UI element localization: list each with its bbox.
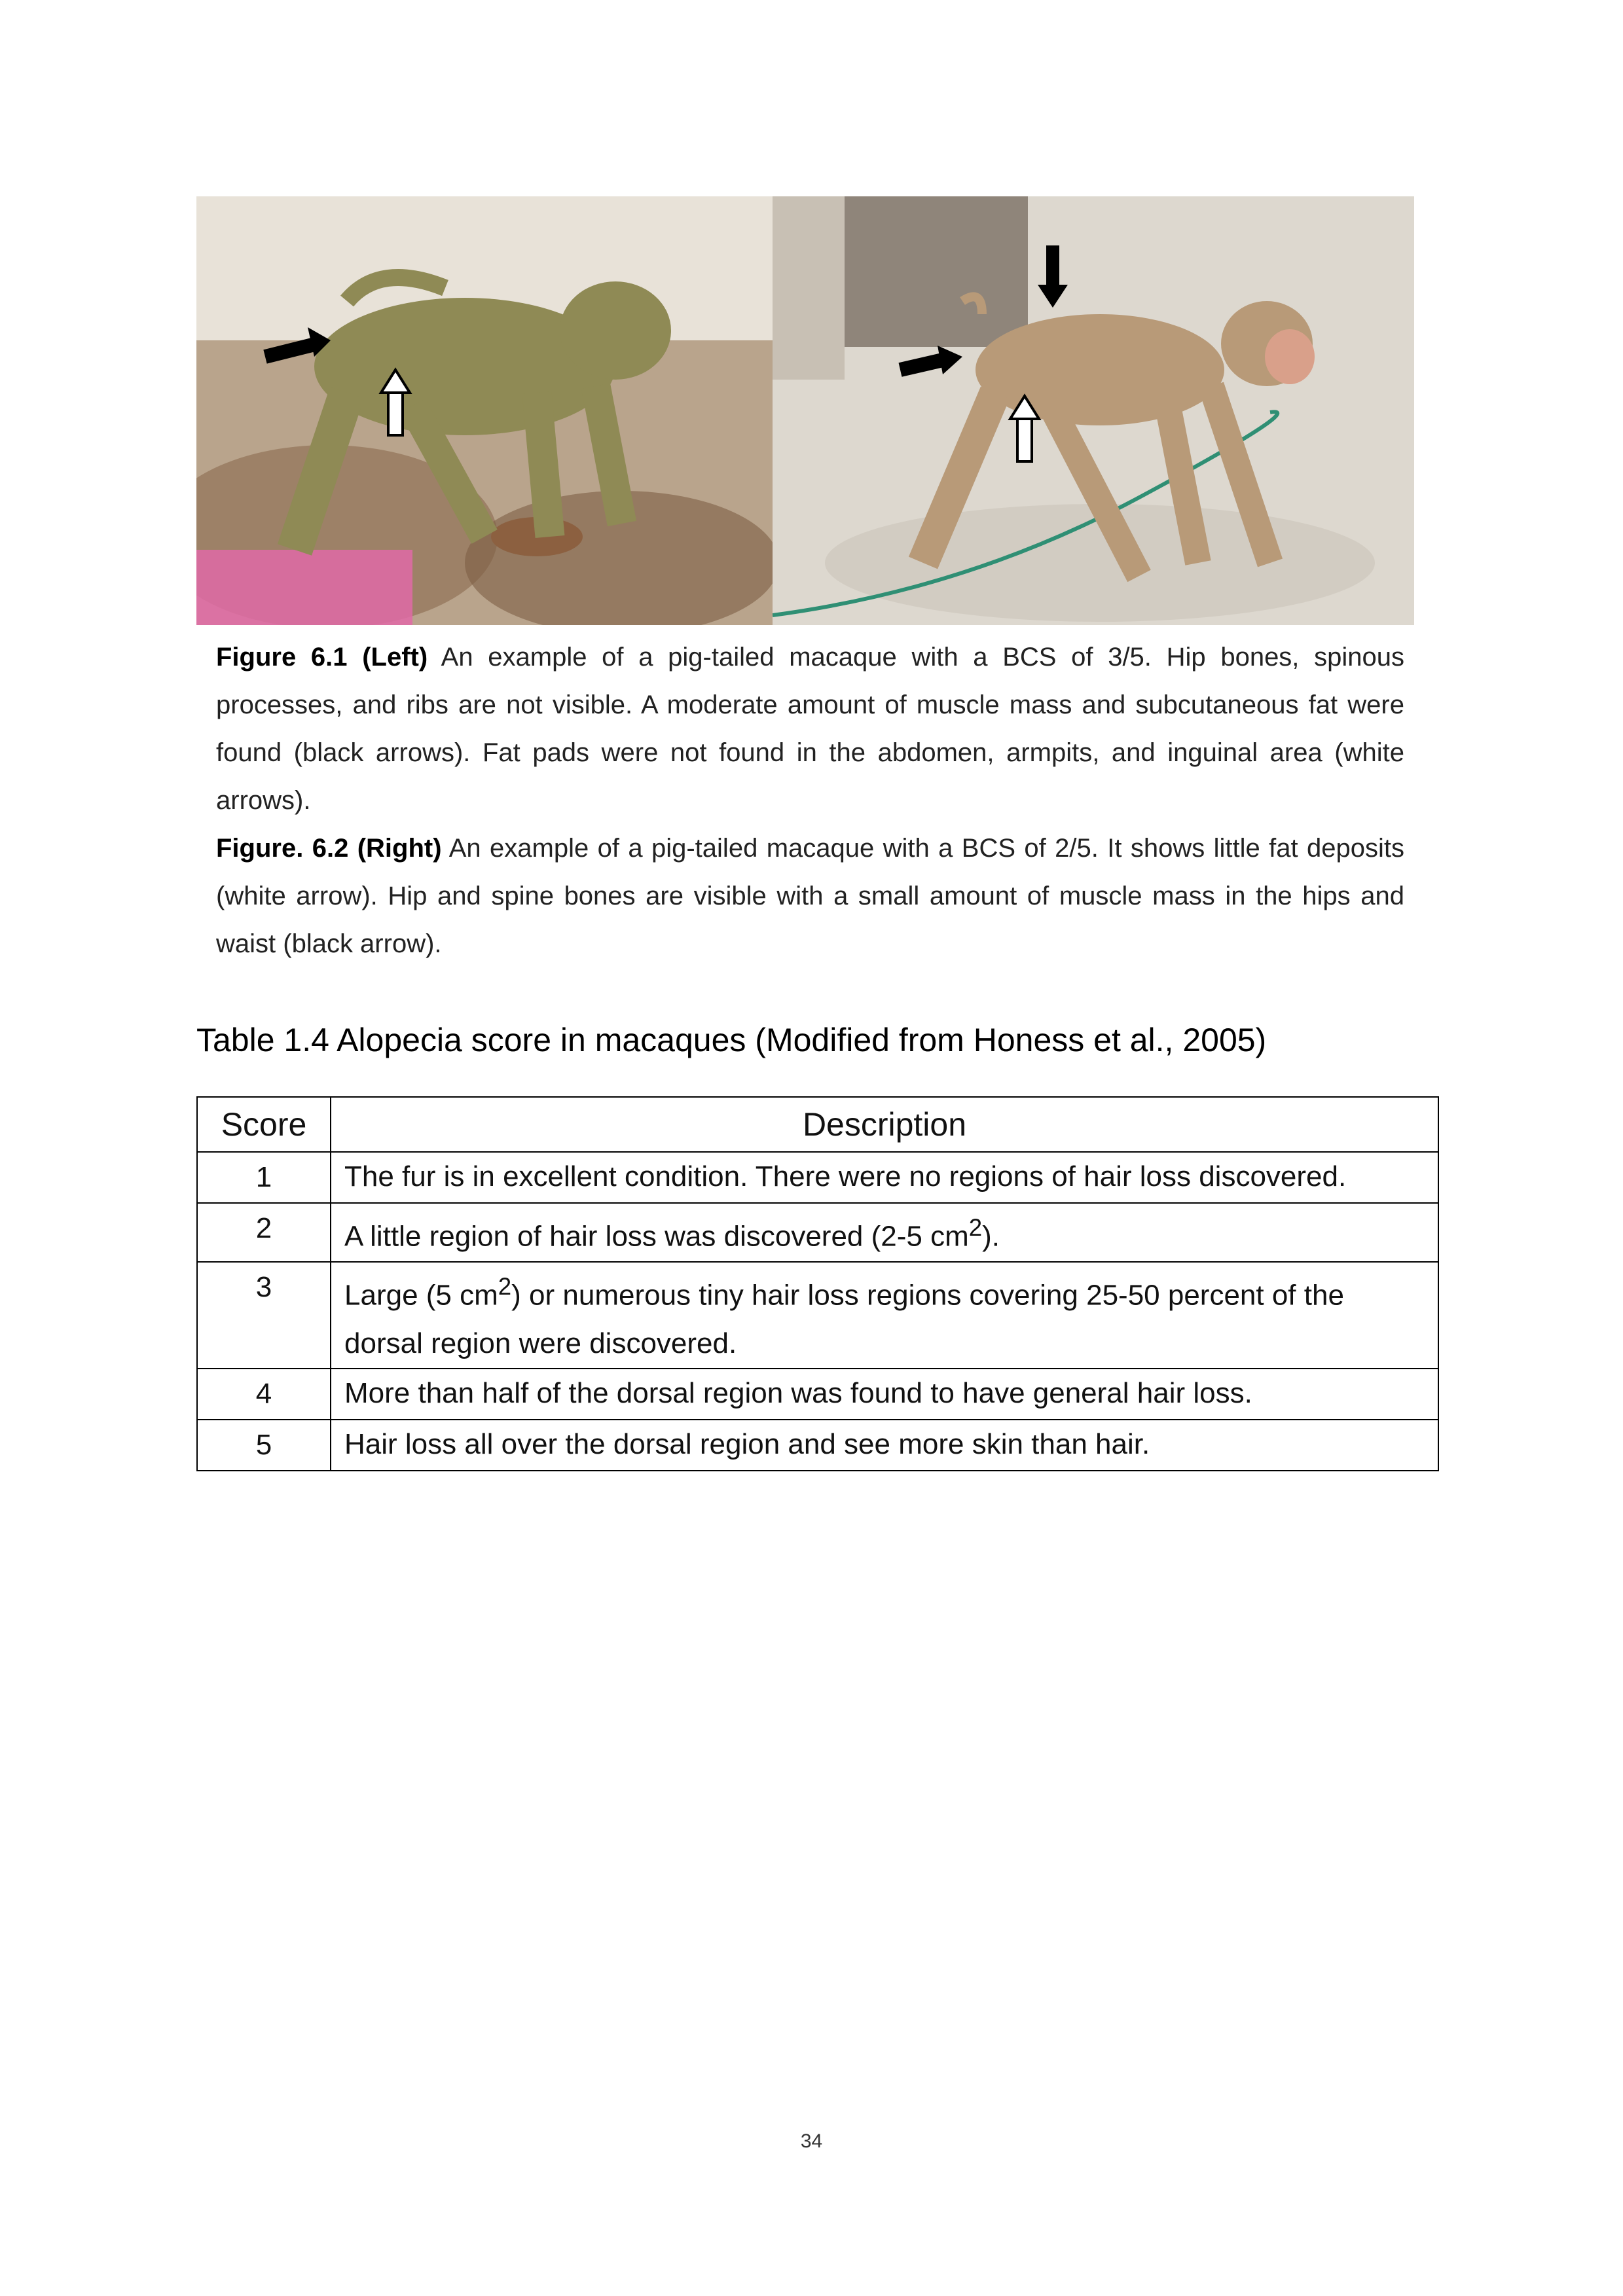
description-text: Large (5 cm [344, 1279, 498, 1312]
description-cell: The fur is in excellent condition. There were no regions of hair loss discovered. [331, 1152, 1438, 1203]
page-number: 34 [800, 2130, 823, 2152]
photo-left-macaque [196, 196, 773, 625]
score-cell: 2 [197, 1203, 331, 1262]
score-cell: 4 [197, 1369, 331, 1420]
macaque-photo-right [773, 196, 1414, 625]
score-cell: 5 [197, 1420, 331, 1471]
header-score: Score [197, 1097, 331, 1152]
table-row [197, 1420, 1438, 1471]
header-description: Description [331, 1097, 1438, 1152]
table-row [197, 1369, 1438, 1420]
caption-1-label: Figure 6.1 (Left) [216, 643, 428, 672]
table-row [197, 1152, 1438, 1203]
description-cell: Hair loss all over the dorsal region and see more skin than hair. [331, 1420, 1438, 1471]
superscript: 2 [498, 1272, 512, 1300]
table-row [197, 1203, 1438, 1262]
description-cell: More than half of the dorsal region was found to have general hair loss. [331, 1369, 1438, 1420]
description-cell [331, 1262, 1438, 1369]
caption-2-text: An example of a pig-tailed macaque with a BCS of 2/5. It shows little fat deposits (white arrow). Hip and spine bones are visible with a small amount of muscle mass in the hips and waist (black arrow). [216, 834, 1404, 958]
photo-right-macaque [773, 196, 1414, 625]
alopecia-score-table [196, 1096, 1439, 1471]
superscript: 2 [968, 1214, 983, 1241]
table-title: Table 1.4 Alopecia score in macaques (Modified from Honess et al., 2005) [196, 1022, 1267, 1058]
description-text: A little region of hair loss was discovered (2-5 cm [344, 1220, 969, 1253]
description-text: ) or numerous tiny hair loss regions covering 25-50 percent of the dorsal region were discovered. [344, 1279, 1344, 1360]
caption-figure-6-1 [216, 634, 1404, 825]
score-cell: 1 [197, 1152, 331, 1203]
table-header-row [197, 1097, 1438, 1152]
caption-2-label: Figure. 6.2 (Right) [216, 834, 442, 863]
description-cell [331, 1203, 1438, 1262]
figure-caption [216, 634, 1404, 968]
caption-figure-6-2 [216, 825, 1404, 968]
score-cell: 3 [197, 1262, 331, 1369]
macaque-photo-left [196, 196, 773, 625]
description-text: ). [982, 1220, 1000, 1253]
caption-1-text: An example of a pig-tailed macaque with a BCS of 3/5. Hip bones, spinous processes, and ribs are not visible. A moderate amount of muscle mass and subcutaneous fat were found (black arrows). Fat pads were not found in the abdomen, armpits, and inguinal area (white arrows). [216, 643, 1404, 815]
table-row [197, 1262, 1438, 1369]
figure-photos [196, 196, 1414, 625]
